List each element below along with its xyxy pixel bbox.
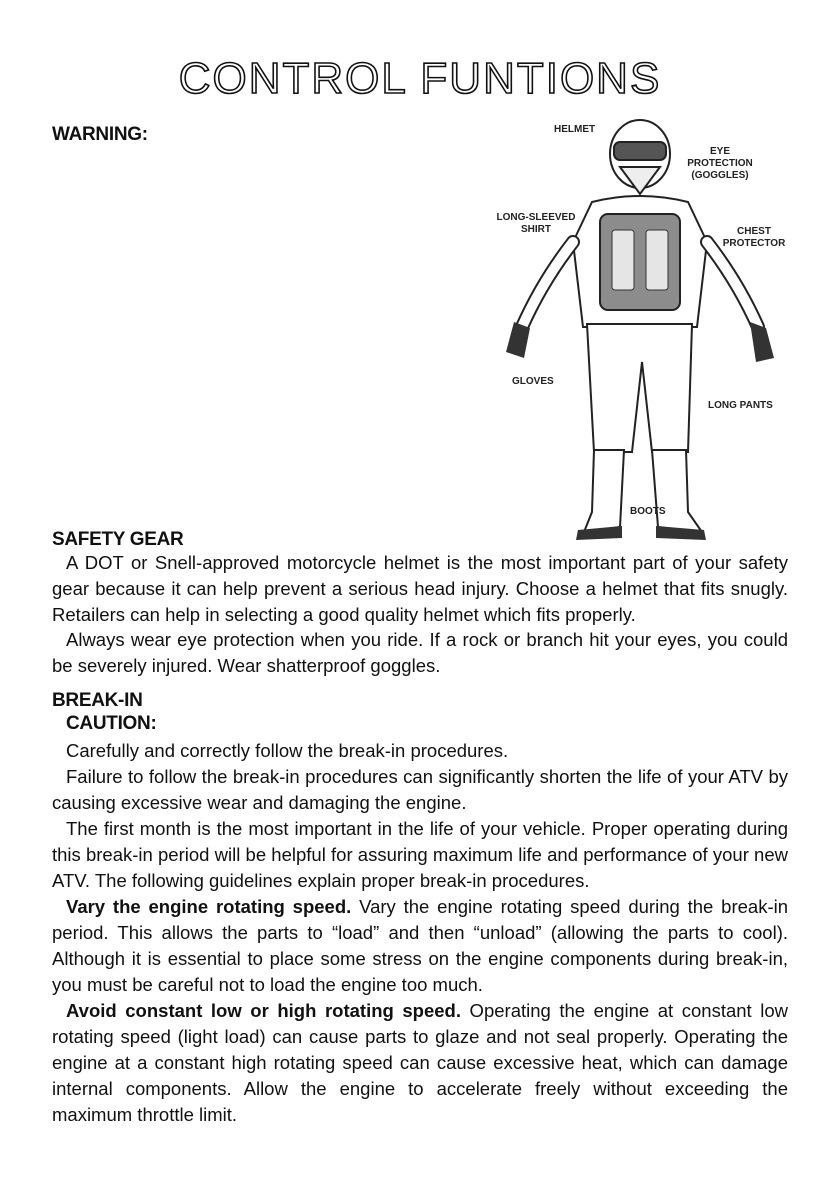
break-in-paragraph-2: Failure to follow the break-in procedures can significantly shorten the life of your ATV by causing excessive wear and damaging the engine. — [52, 766, 788, 813]
break-in-heading: BREAK-IN — [52, 690, 143, 711]
label-eye-1: EYE — [709, 146, 731, 157]
label-shirt-1: LONG-SLEEVED — [496, 212, 576, 223]
page-title: CONTROL FUNTIONS — [178, 54, 662, 103]
vary-speed-lead: Vary the engine rotating speed. — [66, 896, 352, 917]
caution-heading: CAUTION: — [66, 713, 157, 734]
safety-paragraph-1: A DOT or Snell-approved motorcycle helmet is the most important part of your safety gear because it can help prevent a serious head injury. Choose a helmet that fits snugly. Retailers can help in selecting a good quality helmet which fits properly. — [52, 552, 788, 625]
label-pants: LONG PANTS — [708, 400, 773, 411]
warning-heading: WARNING: — [52, 124, 148, 145]
avoid-constant-text: Operating the engine at constant low rotating speed (light load) can cause parts to glaze and not seal properly. Operating the engine at a constant high rotating speed can cause excessive heat, which can damage internal components. Allow the engine to accelerate freely without exceeding the maximum throttle limit. — [52, 1000, 789, 1125]
label-gloves: GLOVES — [512, 376, 554, 387]
break-in-paragraph-4 — [52, 894, 788, 998]
break-in-paragraph-5 — [52, 998, 788, 1128]
safety-paragraph-2: Always wear eye protection when you ride. If a rock or branch hit your eyes, you could be severely injured. Wear shatterproof goggles. — [52, 629, 788, 676]
break-in-paragraph-1: Carefully and correctly follow the break-in procedures. — [66, 740, 509, 761]
vary-speed-text: Vary the engine rotating speed during the break-in period. This allows the parts to “load” and then “unload” (allowing the parts to cool). Although it is essential to place some stress on the engine components during break-in, you must be careful not to load the engine too much. — [52, 896, 789, 995]
label-chest-2: PROTECTOR — [722, 238, 786, 249]
avoid-constant-lead: Avoid constant low or high rotating speed. — [66, 1000, 461, 1021]
label-eye-3: (GOGGLES) — [691, 170, 749, 181]
label-boots: BOOTS — [630, 506, 666, 517]
label-chest-1: CHEST — [737, 226, 771, 237]
label-eye-2: PROTECTION — [687, 158, 753, 169]
safety-gear-illustration — [492, 112, 792, 544]
label-helmet: HELMET — [554, 124, 596, 135]
safety-gear-heading: SAFETY GEAR — [52, 529, 184, 550]
label-shirt-2: SHIRT — [521, 224, 551, 235]
break-in-paragraph-3: The first month is the most important in the life of your vehicle. Proper operating during this break-in period will be helpful for assuring maximum life and performance of your new ATV. The following guidelines explain proper break-in procedures. — [52, 818, 788, 891]
